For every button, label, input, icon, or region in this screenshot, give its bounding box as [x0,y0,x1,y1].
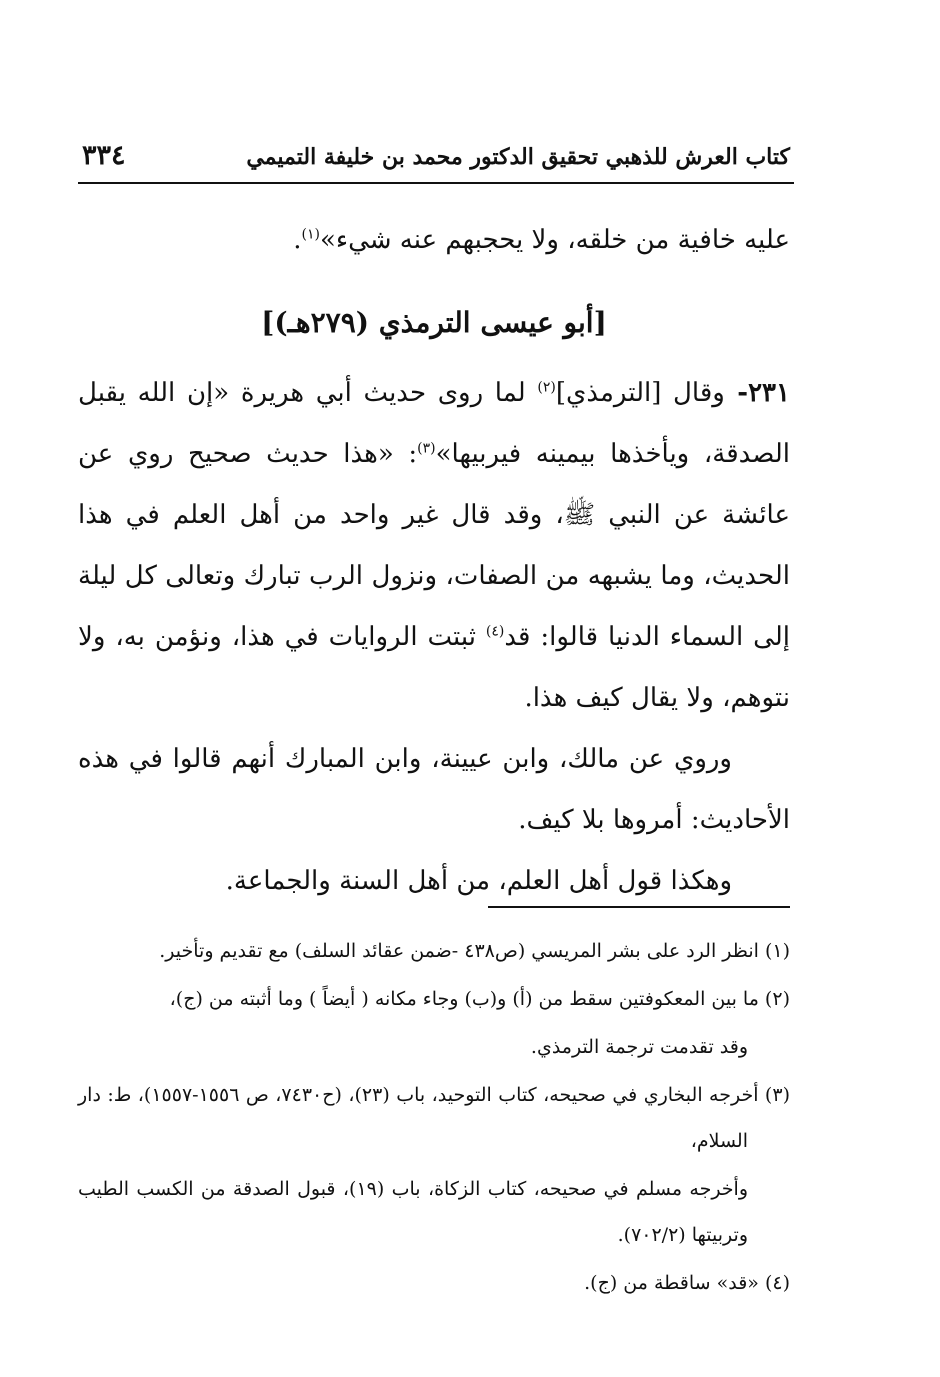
footnote-2: (٢) ما بين المعكوفتين سقط من (أ) و(ب) وجاء مكانه ( أيضاً ) وما أثبته من (ج)، [169,988,790,1010]
footnote-3-continued: وأخرجه مسلم في صحيحه، كتاب الزكاة، باب (١٩)، قبول الصدقة من الكسب الطيب وتربيتها (٧٠٢/٢). [78,1178,749,1246]
main-text [78,210,790,912]
continuation-paragraph [78,210,790,271]
paragraph-malik: وروي عن مالك، وابن عيينة، وابن المبارك أنهم قالوا في هذه الأحاديث: أمروها بلا كيف. [78,744,790,835]
paragraph-text-a: وقال [الترمذي] [555,378,725,408]
footnote-ref-3: (٣) [417,440,436,457]
book-title: كتاب العرش للذهبي تحقيق الدكتور محمد بن خليفة التميمي [246,144,790,170]
footnote-ref-1: (١) [301,226,320,243]
footnote-ref-2: (٢) [537,379,556,396]
footnote-1: (١) انظر الرد على بشر المريسي (ص٤٣٨ -ضمن عقائد السلف) مع تقديم وتأخير. [159,940,790,962]
header-rule [78,182,794,184]
footnote-3: (٣) أخرجه البخاري في صحيحه، كتاب التوحيد، باب (٢٣)، (ح٧٤٣٠، ص ١٥٥٦-١٥٥٧)، ط: دار السلام، [78,1084,790,1152]
footnote-separator [488,906,790,908]
footnotes [78,928,790,1308]
continuation-end: . [293,225,302,255]
continuation-text: عليه خافية من خلقه، ولا يحجبهم عنه شيء» [319,225,790,255]
paragraph-231 [78,363,790,729]
section-heading: [أبو عيسى الترمذي (٢٧٩هـ)] [261,306,607,339]
running-header [78,138,794,184]
paragraph-text-d: ثبتت الروايات في هذا، ونؤمن به، ولا نتوهم، ولا يقال كيف هذا. [78,622,790,713]
page-number: ٣٣٤ [82,140,126,171]
footnote-2-continued: وقد تقدمت ترجمة الترمذي. [530,1036,748,1058]
footnote-ref-4: (٤) [485,623,505,640]
paragraph-ahl-al-sunna: وهكذا قول أهل العلم، من أهل السنة والجماعة. [225,866,732,896]
paragraph-text-c: : «هذا حديث صحيح روي عن عائشة عن النبي ﷺ، وقد قال غير واحد من أهل العلم في هذا الحديث، وما يشبهه من الصفات، ونزول الرب تبارك وتعالى كل ليلة إلى السماء الدنيا قالوا: قد [78,439,790,652]
paragraph-text-b: لما روى حديث أبي هريرة «إن الله يقبل الصدقة، ويأخذها بيمينه فيربيها» [78,378,790,469]
footnote-4: (٤) «قد» ساقطة من (ج). [584,1272,790,1294]
item-number: ٢٣١- [724,378,790,408]
